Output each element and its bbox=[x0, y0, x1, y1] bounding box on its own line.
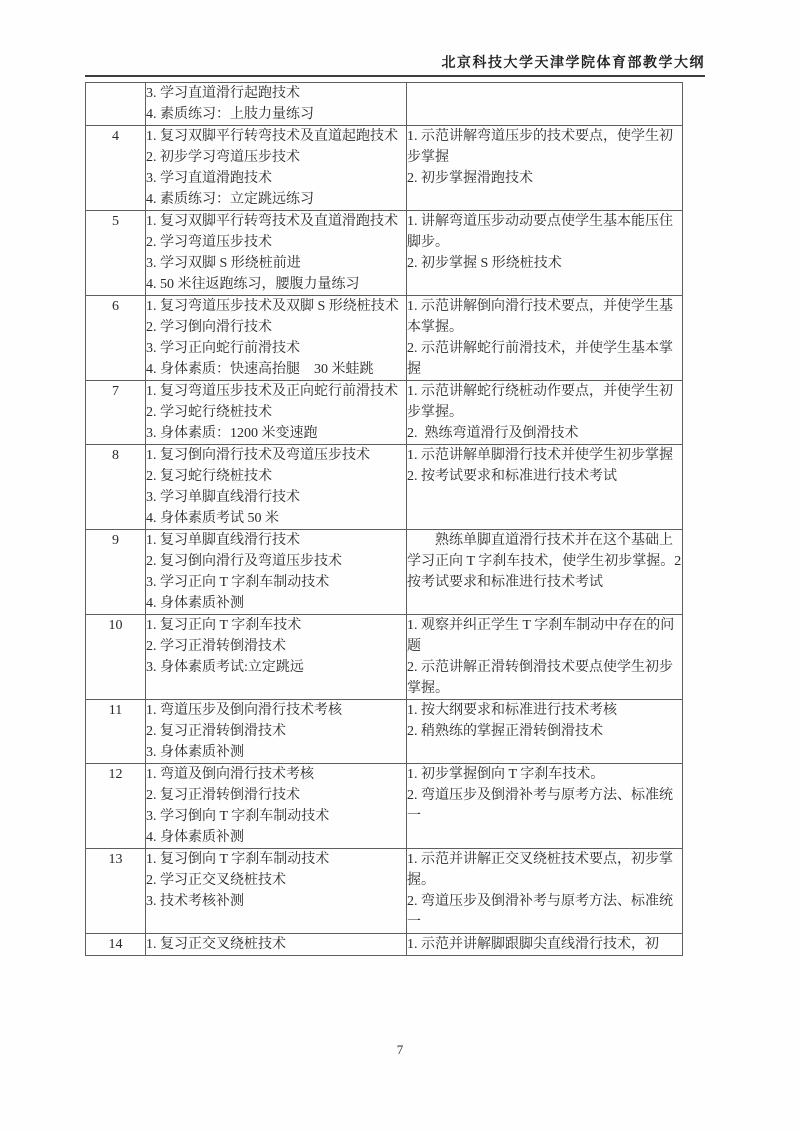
table-row bbox=[86, 934, 683, 956]
content-cell bbox=[146, 700, 407, 764]
requirements-cell bbox=[407, 700, 683, 764]
cell-line: 4. 素质练习：上肢力量练习 bbox=[146, 107, 314, 122]
cell-line: 1. 复习正向 T 字刹车技术 bbox=[146, 618, 302, 633]
week-cell: 11 bbox=[86, 700, 146, 764]
cell-line: 2. 复习正滑转倒滑行技术 bbox=[146, 788, 300, 803]
cell-line: 1. 观察并纠正学生 T 字刹车制动中存在的问题 bbox=[407, 618, 675, 654]
week-cell: 5 bbox=[86, 211, 146, 296]
content-cell bbox=[146, 764, 407, 849]
cell-line: 2. 熟练弯道滑行及倒滑技术 bbox=[407, 426, 579, 441]
cell-line: 1. 复习双脚平行转弯技术及直道起跑技术 bbox=[146, 129, 398, 144]
cell-line: 4. 身体素质：快速高抬腿 30 米蛙跳 bbox=[146, 362, 374, 377]
table-row bbox=[86, 530, 683, 615]
cell-line: 1. 按大纲要求和标准进行技术考核 bbox=[407, 703, 617, 718]
table-row bbox=[86, 849, 683, 934]
week-cell: 4 bbox=[86, 126, 146, 211]
week-cell: 10 bbox=[86, 615, 146, 700]
cell-line: 2. 初步掌握 S 形绕桩技术 bbox=[407, 256, 562, 271]
table-row bbox=[86, 211, 683, 296]
table-row bbox=[86, 126, 683, 211]
week-cell: 8 bbox=[86, 445, 146, 530]
cell-line: 2. 学习弯道压步技术 bbox=[146, 235, 272, 250]
cell-line: 2. 按考试要求和标准进行技术考试 bbox=[407, 469, 617, 484]
cell-line: 1. 复习弯道压步技术及双脚 S 形绕桩技术 bbox=[146, 299, 399, 314]
requirements-cell bbox=[407, 934, 683, 956]
cell-line: 1. 复习正交叉绕桩技术 bbox=[146, 937, 286, 952]
requirements-cell bbox=[407, 530, 692, 615]
cell-line: 2. 学习正交叉绕桩技术 bbox=[146, 873, 286, 888]
cell-line: 2. 学习正滑转倒滑技术 bbox=[146, 639, 286, 654]
cell-line: 1. 示范讲解弯道压步的技术要点，使学生初步掌握 bbox=[407, 129, 673, 165]
cell-line: 3. 身体素质考试:立定跳远 bbox=[146, 660, 304, 675]
cell-line: 1. 示范并讲解脚跟脚尖直线滑行技术，初 bbox=[407, 937, 659, 952]
cell-line: 2. 稍熟练的掌握正滑转倒滑技术 bbox=[407, 724, 603, 739]
requirements-cell bbox=[407, 211, 683, 296]
cell-line: 2. 复习蛇行绕桩技术 bbox=[146, 469, 272, 484]
cell-line: 3. 学习正向 T 字刹车制动技术 bbox=[146, 575, 330, 590]
table-row bbox=[86, 296, 683, 381]
header-rule bbox=[85, 75, 705, 77]
requirements-cell bbox=[407, 615, 683, 700]
cell-line: 1. 示范讲解蛇行绕桩动作要点，并使学生初步掌握。 bbox=[407, 384, 673, 420]
table-row bbox=[86, 764, 683, 849]
cell-line: 3. 身体素质：1200 米变速跑 bbox=[146, 426, 318, 441]
requirements-cell bbox=[407, 764, 683, 849]
cell-line: 1. 复习双脚平行转弯技术及直道滑跑技术 bbox=[146, 214, 398, 229]
requirements-cell bbox=[407, 445, 683, 530]
cell-line: 1. 弯道压步及倒向滑行技术考核 bbox=[146, 703, 342, 718]
cell-line: 4. 身体素质补测 bbox=[146, 596, 244, 611]
week-cell: 13 bbox=[86, 849, 146, 934]
cell-line: 2. 复习倒向滑行及弯道压步技术 bbox=[146, 554, 342, 569]
cell-line: 3. 身体素质补测 bbox=[146, 745, 244, 760]
requirements-cell bbox=[407, 126, 683, 211]
content-cell bbox=[146, 211, 407, 296]
cell-line: 1. 复习弯道压步技术及正向蛇行前滑技术 bbox=[146, 384, 398, 399]
table-row bbox=[86, 615, 683, 700]
week-cell: 12 bbox=[86, 764, 146, 849]
week-cell: 7 bbox=[86, 381, 146, 445]
table-row bbox=[86, 700, 683, 764]
content-cell bbox=[146, 126, 407, 211]
cell-line: 1. 弯道及倒向滑行技术考核 bbox=[146, 767, 314, 782]
cell-line: 熟练单脚直道滑行技术并在这个基础上学习正向 T 字刹车技术，使学生初步掌握。2 按考试要求和标准进行技术考试 bbox=[407, 533, 692, 590]
week-cell: 6 bbox=[86, 296, 146, 381]
table-row bbox=[86, 445, 683, 530]
cell-line: 1. 初步掌握倒向 T 字刹车技术。 bbox=[407, 767, 605, 782]
cell-line: 3. 学习直道滑跑技术 bbox=[146, 171, 272, 186]
cell-line: 1. 示范讲解倒向滑行技术要点，并使学生基本掌握。 bbox=[407, 299, 673, 335]
cell-line: 3. 学习直道滑行起跑技术 bbox=[146, 86, 300, 101]
requirements-cell bbox=[407, 849, 683, 934]
cell-line: 4. 身体素质补测 bbox=[146, 830, 244, 845]
table-row bbox=[86, 381, 683, 445]
cell-line: 2. 弯道压步及倒滑补考与原考方法、标准统一 bbox=[407, 788, 673, 824]
cell-line: 2. 示范讲解蛇行前滑技术，并使学生基本掌握 bbox=[407, 341, 673, 377]
table-row bbox=[86, 83, 683, 126]
cell-line: 3. 学习单脚直线滑行技术 bbox=[146, 490, 300, 505]
cell-line: 2. 弯道压步及倒滑补考与原考方法、标准统一 bbox=[407, 894, 673, 930]
cell-line: 1. 示范并讲解正交叉绕桩技术要点，初步掌握。 bbox=[407, 852, 673, 888]
cell-line: 4. 身体素质考试 50 米 bbox=[146, 511, 279, 526]
cell-line: 2. 复习正滑转倒滑技术 bbox=[146, 724, 286, 739]
requirements-cell bbox=[407, 83, 683, 126]
cell-line: 1. 复习倒向滑行技术及弯道压步技术 bbox=[146, 448, 370, 463]
week-cell: 9 bbox=[86, 530, 146, 615]
content-cell bbox=[146, 615, 407, 700]
cell-line: 2. 示范讲解正滑转倒滑技术要点使学生初步掌握。 bbox=[407, 660, 673, 696]
cell-line: 1. 示范讲解单脚滑行技术并使学生初步掌握 bbox=[407, 448, 673, 463]
cell-line: 3. 学习正向蛇行前滑技术 bbox=[146, 341, 300, 356]
syllabus-table-body bbox=[86, 83, 692, 956]
page-footer bbox=[0, 1042, 800, 1058]
cell-line: 3. 学习双脚 S 形绕桩前进 bbox=[146, 256, 301, 271]
cell-line: 4. 素质练习：立定跳远练习 bbox=[146, 192, 314, 207]
page-number: 7 bbox=[396, 1042, 404, 1057]
week-cell bbox=[86, 83, 146, 126]
cell-line: 3. 技术考核补测 bbox=[146, 894, 244, 909]
week-cell: 14 bbox=[86, 934, 146, 956]
content-cell bbox=[146, 849, 407, 934]
cell-line: 2. 学习蛇行绕桩技术 bbox=[146, 405, 272, 420]
content-cell bbox=[146, 934, 407, 956]
cell-line: 2. 学习倒向滑行技术 bbox=[146, 320, 272, 335]
cell-line: 1. 复习单脚直线滑行技术 bbox=[146, 533, 300, 548]
content-cell bbox=[146, 381, 407, 445]
cell-line: 2. 初步学习弯道压步技术 bbox=[146, 150, 300, 165]
content-cell bbox=[146, 83, 407, 126]
cell-line: 2. 初步掌握滑跑技术 bbox=[407, 171, 533, 186]
content-cell bbox=[146, 445, 407, 530]
page-header-title: 北京科技大学天津学院体育部教学大纲 bbox=[441, 56, 705, 71]
syllabus-table bbox=[85, 82, 692, 956]
content-cell bbox=[146, 296, 407, 381]
requirements-cell bbox=[407, 381, 683, 445]
cell-line: 3. 学习倒向 T 字刹车制动技术 bbox=[146, 809, 330, 824]
cell-line: 1. 讲解弯道压步动动要点使学生基本能压住脚步。 bbox=[407, 214, 673, 250]
requirements-cell bbox=[407, 296, 683, 381]
cell-line: 1. 复习倒向 T 字刹车制动技术 bbox=[146, 852, 330, 867]
cell-line: 4. 50 米往返跑练习，腰腹力量练习 bbox=[146, 277, 360, 292]
content-cell bbox=[146, 530, 407, 615]
